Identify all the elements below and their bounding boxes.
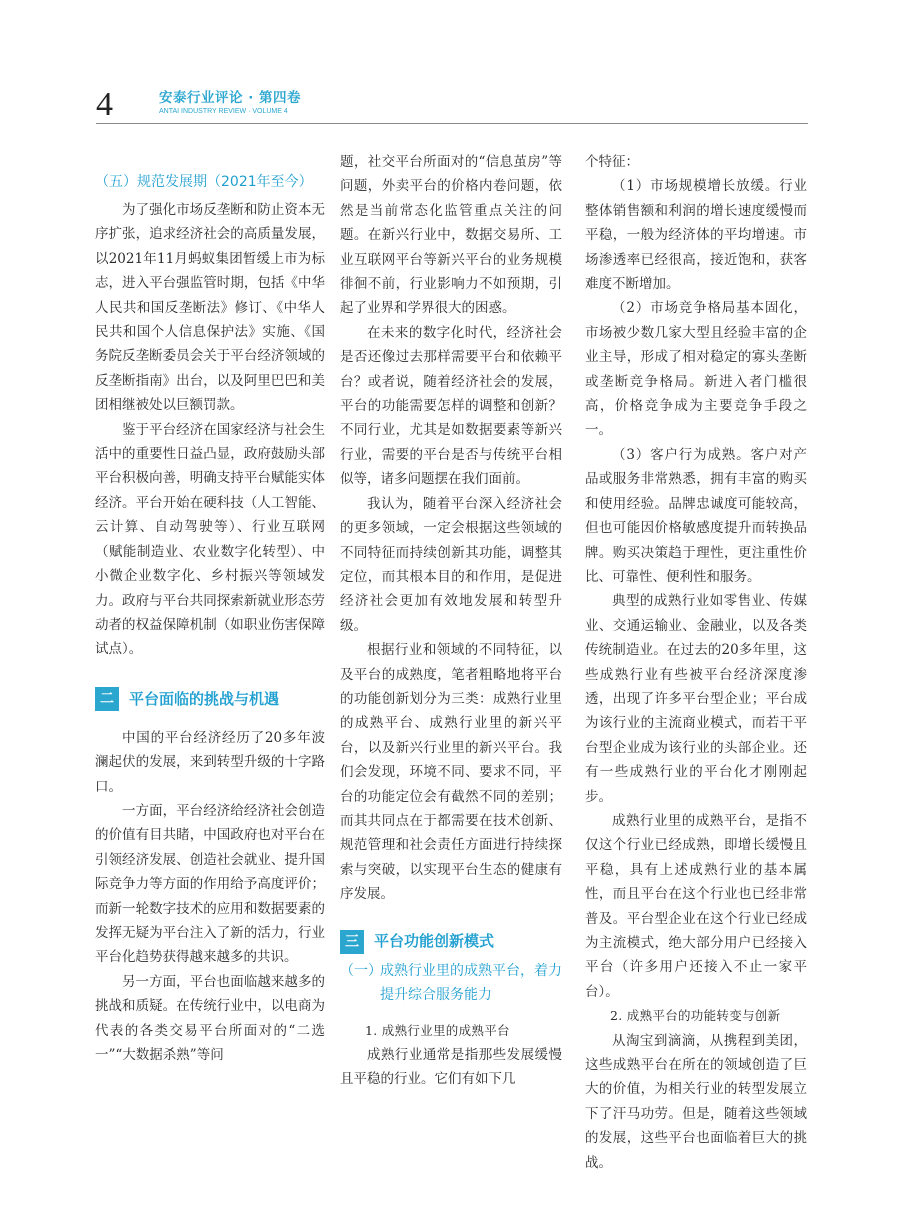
subsection-heading-one [340,959,562,1007]
paragraph: （1）市场规模增长放缓。行业整体销售额和利润的增长速度缓慢而平稳，一般为经济体的平均增速。市场渗透率已经很高，接近饱和，获客难度不断增加。 [585,178,807,293]
paragraph: （2）市场竞争格局基本固化，市场被少数几家大型且经验丰富的企业主导，形成了相对稳定的寡头垄断或垄断竞争格局。新进入者门槛很高，价格竞争成为主要竞争手段之一。 [585,300,807,439]
paragraph: 我认为，随着平台深入经济社会的更多领域，一定会根据这些领域的不同特征而持续创新其功能，调整其定位，而其根本目的和作用，是促进经济社会更加有效地发展和转型升级。 [340,495,562,634]
paragraph: 成熟行业通常是指那些发展缓慢且平稳的行业。它们有如下几 [340,1047,562,1088]
paragraph: 一方面，平台经济给经济社会创造的价值有目共睹，中国政府也对平台在引领经济发展、创造社会就业、提升国际竞争力等方面的作用给予高度评价；而新一轮数字技术的应用和数据要素的发挥无疑为平台注入了新的活力，行业平台化趋势获得越来越多的共识。 [95,802,325,966]
paragraph: 成熟行业里的成熟平台，是指不仅这个行业已经成熟，即增长缓慢且平稳，具有上述成熟行业的基本属性，而且平台在这个行业也已经非常普及。平台型企业在这个行业已经成为主流模式，绝大部分用户已经接入平台（许多用户还接入不止一家平台）。 [585,812,807,1000]
paragraph: 典型的成熟行业如零售业、传媒业、交通运输业、金融业，以及各类传统制造业。在过去的20多年里，这些成熟行业有些被平台经济深度渗透，出现了许多平台型企业；平台成为该行业的主流商业模式，而若干平台型企业成为该行业的头部企业。还有一些成熟行业的平台化才刚刚起步。 [585,593,807,805]
page-number: 4 [96,86,113,123]
section-number-badge: 二 [95,687,119,711]
minor-heading: 1. 成熟行业里的成熟平台 [365,1022,510,1038]
section-title: 平台面临的挑战与机遇 [129,689,280,708]
paragraph: 为了强化市场反垄断和防止资本无序扩张，追求经济社会的高质量发展，以2021年11月蚂蚁集团暂缓上市为标志，进入平台强监管时期，包括《中华人民共和国反垄断法》修订、《中华人民共和国个人信息保护法》实施、《国务院反垄断委员会关于平台经济领域的反垄断指南》出台，以及阿里巴巴和美团相继被处以巨额罚款。 [95,202,325,414]
paragraph: 个特征： [585,154,639,170]
section-heading-3 [340,929,562,955]
column-middle [340,150,562,1092]
subsection-text: 成熟行业里的成熟平台，着力提升综合服务能力 [380,962,562,1003]
column-left [95,150,325,1067]
journal-subtitle: ANTAI INDUSTRY REVIEW · VOLUME 4 [159,108,288,115]
paragraph: （3）客户行为成熟。客户对产品或服务非常熟悉，拥有丰富的购买和使用经验。品牌忠诚度可能较高，但也可能因价格敏感度提升而转换品牌。购买决策趋于理性，更注重性价比、可靠性、便利性和服务。 [585,446,807,585]
minor-heading: 2. 成熟平台的功能转变与创新 [610,1008,781,1024]
paragraph: 鉴于平台经济在国家经济与社会生活中的重要性日益凸显，政府鼓励头部平台积极向善，明确支持平台赋能实体经济。平台开始在硬科技（人工智能、云计算、自动驾驶等）、行业互联网（赋能制造业、农业数字化转型）、中小微企业数字化、乡村振兴等领域发力。政府与平台共同探索新就业形态劳动者的权益保障机制（如职业伤害保障试点）。 [95,421,325,658]
paragraph: 在未来的数字化时代，经济社会是否还像过去那样需要平台和依赖平台？或者说，随着经济社会的发展，平台的功能需要怎样的调整和创新？不同行业，尤其是如数据要素等新兴行业，需要的平台是否与传统平台相似等，诸多问题摆在我们面前。 [340,324,562,488]
column-right [585,150,807,1175]
section-title: 平台功能创新模式 [374,932,495,951]
journal-title: 安泰行业评论 · 第四卷 [159,90,302,106]
section-heading-2 [95,686,325,712]
paragraph: 根据行业和领域的不同特征，以及平台的成熟度，笔者粗略地将平台的功能创新划分为三类：成熟行业里的成熟平台、成熟行业里的新兴平台，以及新兴行业里的新兴平台。我们会发现，环境不同、要求不同，平台的功能定位会有截然不同的差别；而其共同点在于都需要在技术创新、规范管理和社会责任方面进行持续探索与突破，以实现平台生态的健康有序发展。 [340,642,562,903]
paragraph: 从淘宝到滴滴，从携程到美团，这些成熟平台在所在的领域创造了巨大的价值，为相关行业的转型发展立下了汗马功劳。但是，随着这些领域的发展，这些平台也面临着巨大的挑战。 [585,1032,807,1171]
subsection-heading-five: （五）规范发展期（2021年至今） [95,174,313,190]
paragraph: 另一方面，平台也面临越来越多的挑战和质疑。在传统行业中，以电商为代表的各类交易平台所面对的“二选一”“大数据杀熟”等问 [95,973,325,1063]
paragraph: 中国的平台经济经历了20多年波澜起伏的发展，来到转型升级的十字路口。 [95,729,325,795]
subsection-number: （一） [340,962,382,979]
page-header [96,84,808,124]
paragraph: 题，社交平台所面对的“信息茧房”等问题，外卖平台的价格内卷问题，依然是当前常态化监管重点关注的问题。在新兴行业中，数据交易所、工业互联网平台等新兴平台的业务规模徘徊不前，行业影响力不如预期，引起了业界和学界很大的困惑。 [340,154,562,317]
header-divider [96,123,808,124]
section-number-badge: 三 [340,930,364,954]
